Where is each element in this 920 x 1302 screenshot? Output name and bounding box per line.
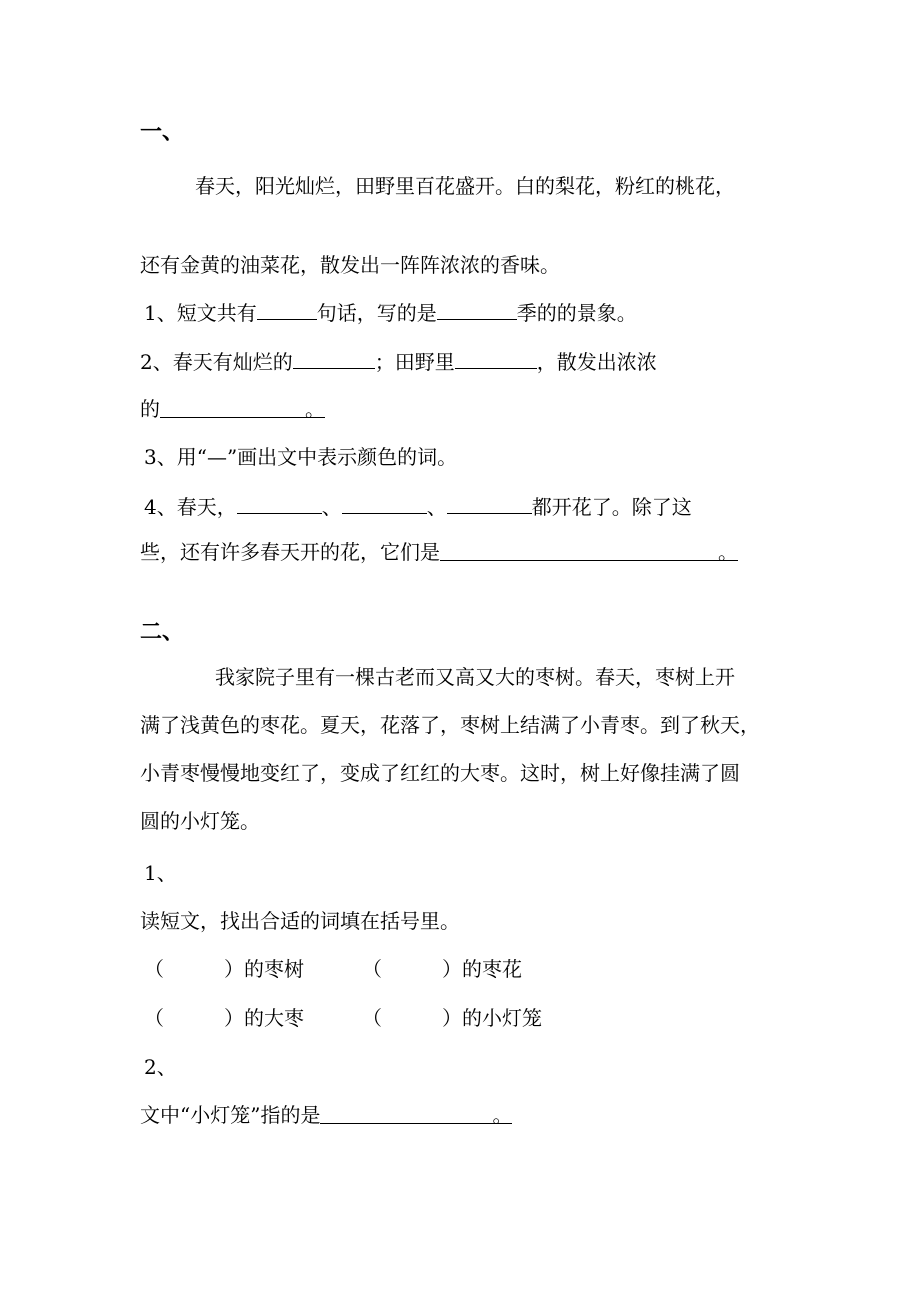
passage-1-line: 还有金黄的油菜花，散发出一阵阵浓浓的香味。: [140, 253, 560, 277]
period: 。: [492, 1103, 513, 1127]
question-4-cont: 些，还有许多春天开的花，它们是 。: [140, 540, 738, 564]
question-2-number: 2、: [144, 1055, 177, 1079]
question-2: 2、春天有灿烂的 ；田野里 ，散发出浓浓: [140, 350, 657, 374]
answer-blank[interactable]: [160, 397, 325, 421]
passage-2-line: 我家院子里有一棵古老而又高又大的枣树。春天，枣树上开: [215, 665, 735, 689]
answer-blank[interactable]: [437, 299, 517, 320]
passage-2-line: 小青枣慢慢地变红了，变成了红红的大枣。这时，树上好像挂满了圆: [140, 761, 740, 785]
question-1-number: 1、: [144, 861, 177, 885]
passage-2-line: 圆的小灯笼。: [140, 809, 260, 833]
fill-bracket[interactable]: （ ）的枣树: [144, 957, 304, 981]
period: 。: [305, 397, 325, 421]
answer-blank[interactable]: [455, 348, 537, 369]
passage-2-line: 满了浅黄色的枣花。夏天，花落了，枣树上结满了小青枣。到了秋天，: [140, 713, 760, 737]
passage-1-line: 春天，阳光灿烂，田野里百花盛开。白的梨花，粉红的桃花，: [195, 174, 735, 198]
question-3: 3、用“—”画出文中表示颜色的词。: [144, 445, 458, 469]
question-1: 读短文，找出合适的词填在括号里。: [140, 909, 460, 933]
question-2-cont: 的 。: [140, 397, 325, 421]
answer-blank[interactable]: [237, 493, 322, 514]
answer-blank[interactable]: [257, 299, 317, 320]
question-2: 文中“小灯笼”指的是 。: [140, 1103, 513, 1127]
question-4: 4、春天， 、 、 都开花了。除了这: [144, 495, 692, 519]
fill-bracket[interactable]: （ ）的枣花: [362, 957, 522, 981]
section-2-heading: 二、: [140, 619, 185, 645]
fill-bracket[interactable]: （ ）的大枣: [144, 1006, 304, 1030]
answer-blank[interactable]: [293, 348, 375, 369]
answer-blank[interactable]: [342, 493, 427, 514]
answer-blank[interactable]: [447, 493, 532, 514]
section-1-heading: 一、: [140, 119, 185, 145]
answer-blank[interactable]: [440, 540, 738, 564]
fill-bracket[interactable]: （ ）的小灯笼: [362, 1006, 542, 1030]
period: 。: [718, 540, 738, 564]
question-1: 1、短文共有 句话，写的是 季的的景象。: [144, 301, 637, 325]
